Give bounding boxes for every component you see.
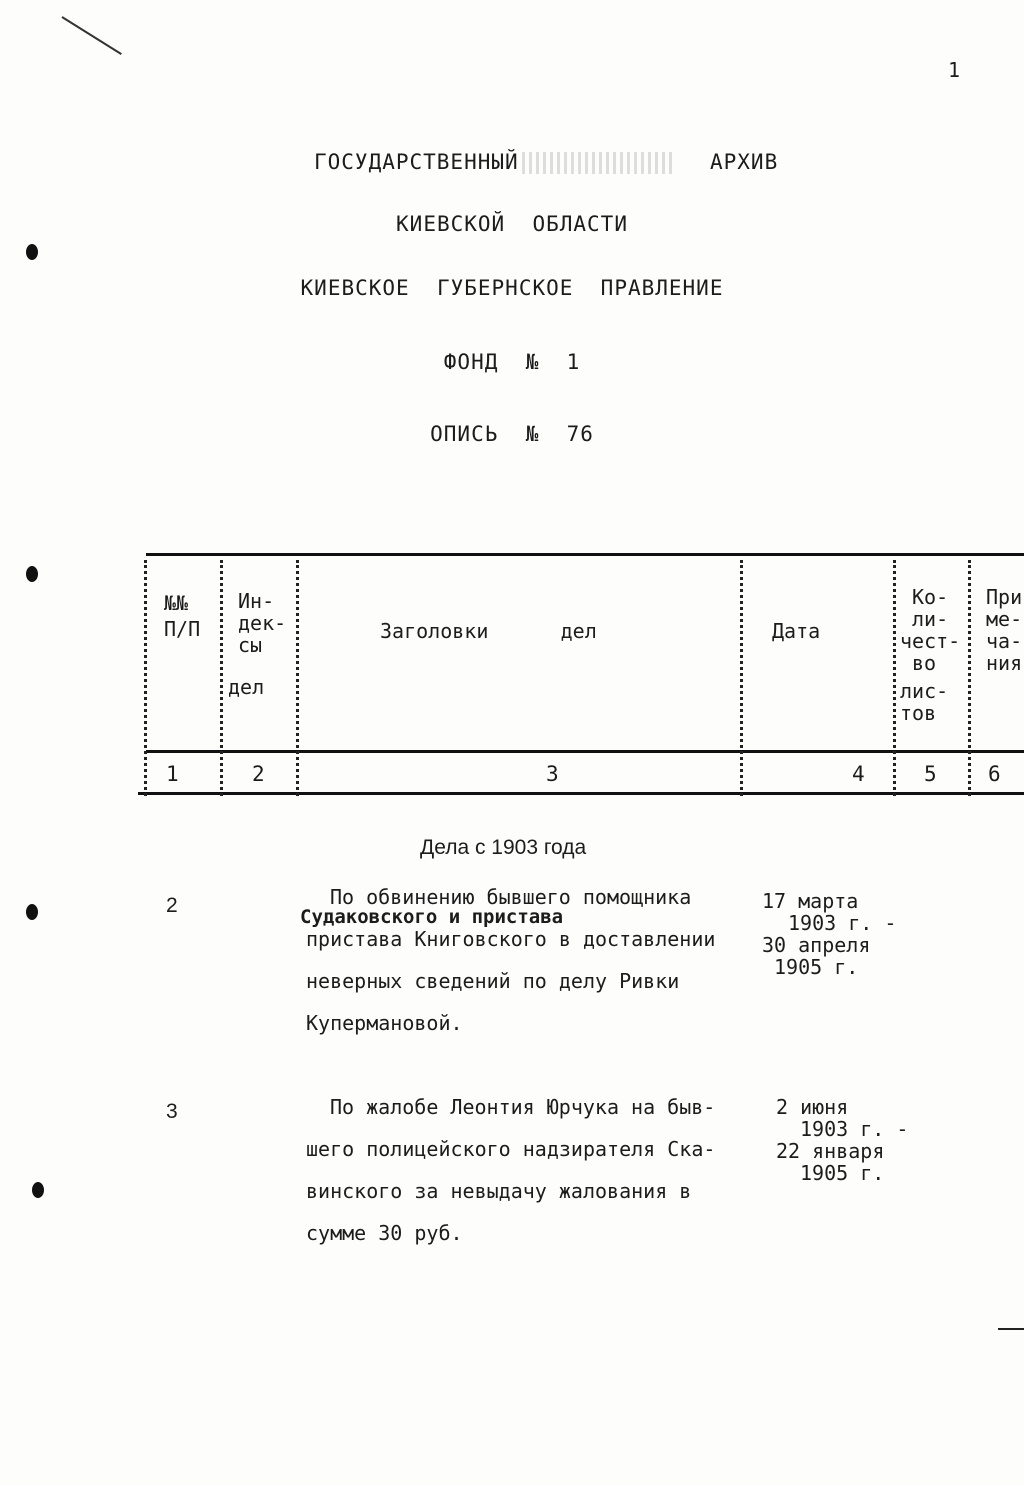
header-text: сы — [238, 633, 263, 657]
header-text: ли- — [912, 607, 949, 631]
column-number: 5 — [924, 762, 937, 786]
archive-title-left: ГОСУДАРСТВЕННЫЙ — [314, 150, 519, 174]
header-text: ме- — [986, 607, 1023, 631]
entry-description — [306, 876, 746, 1044]
entry-description — [306, 1086, 746, 1254]
date-line: 1905 г. — [774, 955, 859, 979]
section-title: Дела с 1903 года — [420, 836, 587, 859]
archive-title-line — [314, 150, 519, 174]
entry-date — [776, 1096, 908, 1184]
institution-title: КИЕВСКОЕ ГУБЕРНСКОЕ ПРАВЛЕНИЕ — [300, 276, 724, 300]
entry-line: Купермановой. — [306, 1011, 463, 1035]
header-text: дек- — [238, 611, 287, 635]
column-divider — [144, 560, 147, 796]
header-col-count — [900, 586, 960, 724]
date-line: 1903 г. - — [788, 911, 897, 935]
archive-title-right: АРХИВ — [710, 150, 779, 174]
entry-insertion: Судаковского и пристава — [300, 906, 564, 928]
date-line: 22 января — [776, 1139, 885, 1163]
header-col-number — [164, 592, 200, 640]
header-text: лис- — [900, 679, 949, 703]
entry-line: винского за невыдачу жалования в — [306, 1179, 692, 1203]
entry-line: По обвинению бывшего помощника — [330, 885, 692, 909]
entry-line: сумме 30 руб. — [306, 1221, 463, 1245]
column-divider — [740, 560, 743, 796]
column-divider — [893, 560, 896, 796]
column-number: 2 — [252, 762, 265, 786]
header-text: дел — [228, 675, 265, 699]
region-title: КИЕВСКОЙ ОБЛАСТИ — [396, 212, 628, 236]
header-text: Ин- — [238, 589, 275, 613]
header-text: При — [986, 585, 1023, 609]
entry-line: пристава Книговского в доставлении — [306, 927, 716, 951]
header-text: во — [912, 651, 937, 675]
column-number: 6 — [988, 762, 1001, 786]
table-bottom-rule — [138, 792, 1024, 795]
header-text: П/П — [164, 617, 201, 641]
entry-line: шего полицейского надзирателя Ска- — [306, 1137, 716, 1161]
header-text: №№ — [164, 591, 189, 615]
page-number: 1 — [948, 58, 961, 82]
punch-hole — [32, 1182, 44, 1198]
entry-line: По жалобе Леонтия Юрчука на быв- — [330, 1095, 716, 1119]
column-number: 1 — [166, 762, 179, 786]
column-divider — [968, 560, 971, 796]
column-divider — [296, 560, 299, 796]
header-col-title: Заголовки дел — [380, 619, 597, 643]
entry-number: 2 — [166, 894, 178, 917]
redacted-word — [522, 152, 672, 174]
header-text: чест- — [900, 629, 961, 653]
date-line: 1903 г. - — [800, 1117, 909, 1141]
date-line: 30 апреля — [762, 933, 871, 957]
table-top-rule — [146, 553, 1024, 556]
header-col-notes — [986, 586, 1022, 674]
header-text: тов — [900, 701, 937, 725]
date-line: 1905 г. — [800, 1161, 885, 1185]
header-text: ния — [986, 651, 1023, 675]
punch-hole — [26, 244, 38, 260]
header-col-date: Дата — [772, 619, 821, 643]
scan-mark — [998, 1328, 1024, 1330]
header-col-index — [228, 589, 287, 699]
header-text: ча- — [986, 629, 1023, 653]
column-divider — [220, 560, 223, 796]
opis-number: ОПИСЬ № 76 — [430, 422, 594, 446]
fond-number: ФОНД № 1 — [443, 350, 581, 374]
date-line: 2 июня — [776, 1095, 849, 1119]
date-line: 17 марта — [762, 889, 859, 913]
column-number: 3 — [546, 762, 559, 786]
punch-hole — [26, 566, 38, 582]
entry-date — [762, 890, 896, 978]
scan-mark — [61, 16, 121, 55]
entry-line: неверных сведений по делу Ривки — [306, 969, 680, 993]
header-text: Ко- — [912, 585, 949, 609]
punch-hole — [26, 904, 38, 920]
column-number: 4 — [852, 762, 865, 786]
entry-number: 3 — [166, 1100, 178, 1123]
